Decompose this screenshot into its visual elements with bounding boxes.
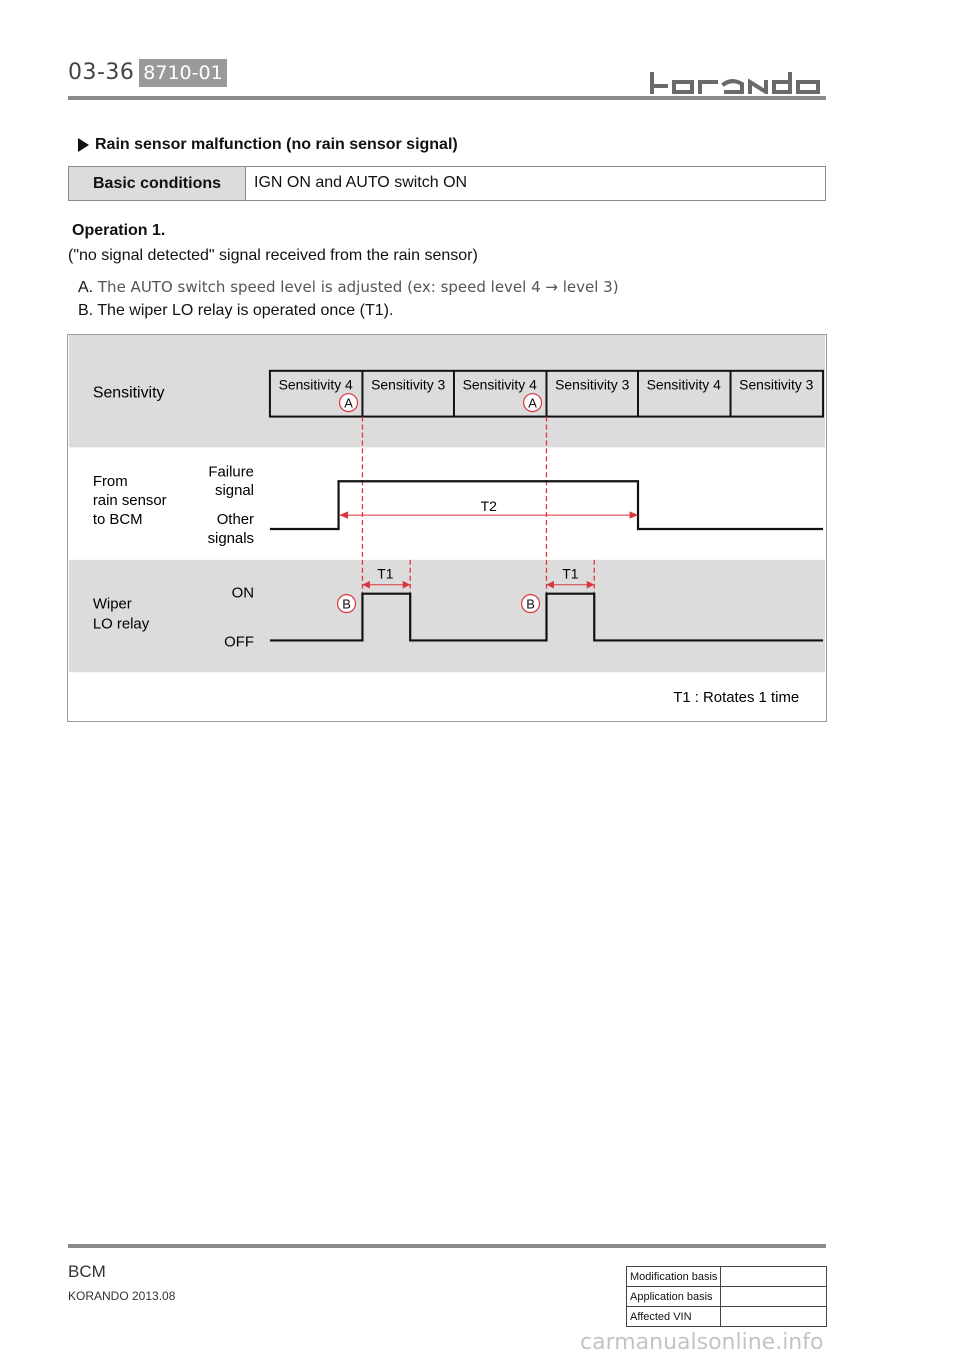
- header-divider: [68, 96, 826, 100]
- section-title-text: Rain sensor malfunction (no rain sensor signal): [95, 136, 458, 153]
- failure-label-line-2: signal: [215, 482, 254, 500]
- sensitivity-cell-6: Sensitivity 3: [739, 376, 814, 393]
- timing-diagram: [67, 334, 827, 722]
- table-row: [627, 1307, 827, 1327]
- modification-basis-label: Modification basis: [627, 1267, 721, 1287]
- operation-item-a: [78, 278, 619, 297]
- sensitivity-cell-5: Sensitivity 4: [646, 376, 721, 393]
- t2-label: T2: [480, 498, 497, 515]
- sensitivity-label: Sensitivity: [92, 384, 165, 402]
- korando-logo: [648, 72, 826, 94]
- wiper-label-line-1: Wiper: [92, 595, 132, 613]
- sensitivity-cell-4: Sensitivity 3: [555, 376, 630, 393]
- operation-item-b: B. The wiper LO relay is operated once (T1).: [78, 302, 394, 319]
- watermark: carmanualsonline.info: [580, 1330, 824, 1355]
- section-code-badge: 8710-01: [139, 59, 227, 87]
- marker-b-label-1: B: [342, 596, 351, 612]
- operation-subtitle: ("no signal detected" signal received from the rain sensor): [68, 247, 478, 264]
- sensitivity-cell-3: Sensitivity 4: [462, 376, 537, 393]
- item-a-text: The AUTO switch speed level is adjusted (ex: speed level 4 → level 3): [93, 278, 619, 296]
- t1-label-2: T1: [562, 565, 579, 582]
- marker-b-label-2: B: [526, 596, 535, 612]
- wiper-band: [69, 560, 825, 672]
- sensor-band: [69, 447, 825, 559]
- source-label-line-2: rain sensor: [92, 492, 167, 510]
- other-label-line-2: signals: [207, 529, 254, 547]
- on-label: ON: [231, 584, 254, 602]
- page-number: 03-36: [68, 60, 135, 85]
- t1-label-1: T1: [377, 565, 394, 582]
- marker-a-label-2: A: [528, 395, 537, 411]
- footer-divider: [68, 1244, 826, 1248]
- failure-label-line-1: Failure: [208, 463, 254, 481]
- off-label: OFF: [224, 633, 254, 651]
- operation-title: Operation 1.: [72, 222, 166, 239]
- basic-conditions-label: Basic conditions: [69, 167, 246, 200]
- item-a-prefix: A.: [78, 279, 94, 296]
- t1-note: T1 : Rotates 1 time: [673, 689, 800, 707]
- basic-conditions-value: IGN ON and AUTO switch ON: [254, 174, 468, 191]
- section-title: [78, 136, 458, 154]
- wiper-label-line-2: LO relay: [92, 615, 150, 633]
- source-label-line-1: From: [92, 473, 128, 491]
- footer-model: KORANDO 2013.08: [68, 1289, 176, 1303]
- table-row: [627, 1267, 827, 1287]
- application-basis-label: Application basis: [627, 1287, 721, 1307]
- table-row: [627, 1287, 827, 1307]
- affected-vin-label: Affected VIN: [627, 1307, 721, 1327]
- basic-conditions-table: [68, 166, 826, 201]
- source-label-line-3: to BCM: [92, 511, 143, 529]
- application-basis-value: [721, 1287, 827, 1307]
- triangle-bullet-icon: [78, 138, 89, 152]
- modification-table: [626, 1266, 827, 1327]
- footer-section: BCM: [68, 1262, 106, 1281]
- modification-basis-value: [721, 1267, 827, 1287]
- sensitivity-cell-2: Sensitivity 3: [371, 376, 446, 393]
- affected-vin-value: [721, 1307, 827, 1327]
- marker-a-label-1: A: [344, 395, 353, 411]
- other-label-line-1: Other: [216, 511, 254, 529]
- sensitivity-cell-1: Sensitivity 4: [278, 376, 353, 393]
